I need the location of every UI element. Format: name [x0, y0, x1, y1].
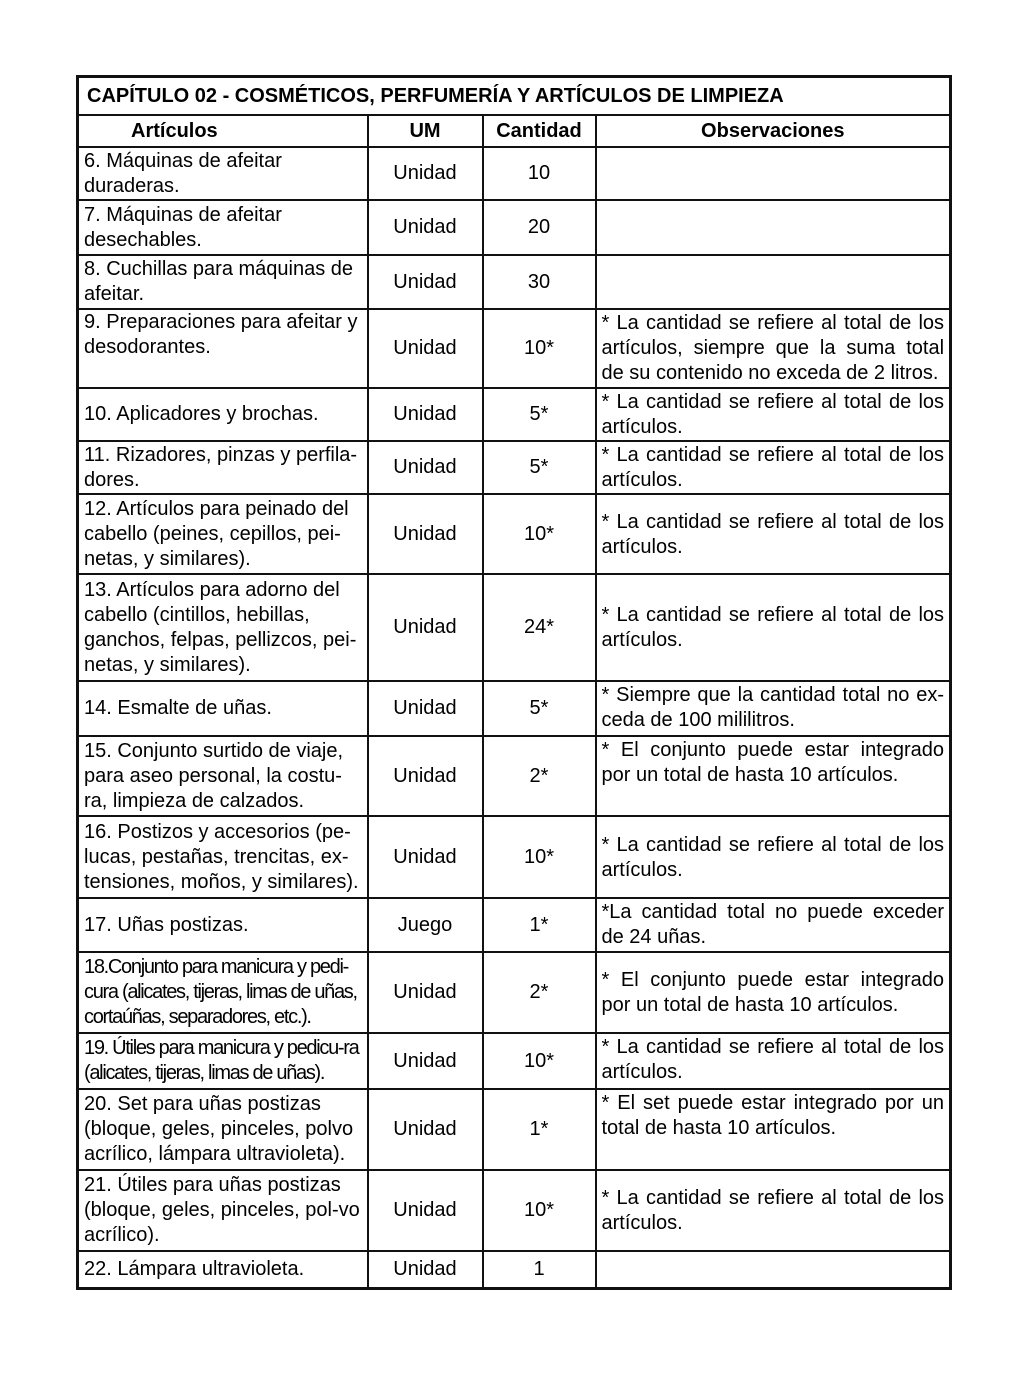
cell-observaciones: *La cantidad total no puede exceder de 24 uñas.	[596, 898, 951, 952]
chapter-title: CAPÍTULO 02 - COSMÉTICOS, PERFUMERÍA Y ARTÍCULOS DE LIMPIEZA	[78, 77, 951, 116]
table-row	[78, 147, 951, 200]
table-row	[78, 388, 951, 441]
cell-observaciones: * La cantidad se refiere al total de los artículos.	[596, 441, 951, 494]
cell-um: Unidad	[368, 952, 483, 1033]
cell-observaciones	[596, 255, 951, 309]
cell-articulo: 20. Set para uñas postizas (bloque, geles, pinceles, polvo acrílico, lámpara ultravioleta).	[78, 1089, 368, 1170]
table-row	[78, 898, 951, 952]
cell-um: Unidad	[368, 388, 483, 441]
cell-um: Unidad	[368, 1170, 483, 1251]
cell-um: Unidad	[368, 200, 483, 255]
cell-cantidad: 1*	[483, 898, 596, 952]
table-row	[78, 494, 951, 574]
cell-articulo: 7. Máquinas de afeitar desechables.	[78, 200, 368, 255]
cell-um: Unidad	[368, 147, 483, 200]
cell-um: Unidad	[368, 681, 483, 736]
chapter-table	[76, 75, 952, 1290]
cell-cantidad: 10*	[483, 309, 596, 388]
cell-cantidad: 10*	[483, 1170, 596, 1251]
cell-um: Unidad	[368, 1033, 483, 1089]
table-header-row	[78, 115, 951, 147]
cell-articulo: 13. Artículos para adorno del cabello (cintillos, hebillas, ganchos, felpas, pellizcos, pei-netas, y similares).	[78, 574, 368, 681]
cell-cantidad: 1	[483, 1251, 596, 1288]
cell-um: Unidad	[368, 736, 483, 816]
cell-articulo: 18.Conjunto para manicura y pedi-cura (alicates, tijeras, limas de uñas, cortaúñas, separadores, etc.).	[78, 952, 368, 1033]
cell-articulo: 14. Esmalte de uñas.	[78, 681, 368, 736]
cell-cantidad: 24*	[483, 574, 596, 681]
cell-cantidad: 10	[483, 147, 596, 200]
chapter-title-row	[78, 77, 951, 116]
cell-um: Unidad	[368, 255, 483, 309]
cell-observaciones: * El conjunto puede estar integrado por un total de hasta 10 artículos.	[596, 952, 951, 1033]
cell-articulo: 16. Postizos y accesorios (pe-lucas, pestañas, trencitas, ex-tensiones, moños, y similares).	[78, 816, 368, 898]
header-cantidad: Cantidad	[483, 115, 596, 147]
cell-um: Unidad	[368, 1089, 483, 1170]
cell-articulo: 10. Aplicadores y brochas.	[78, 388, 368, 441]
cell-um: Unidad	[368, 1251, 483, 1288]
cell-articulo: 21. Útiles para uñas postizas (bloque, geles, pinceles, pol-vo acrílico).	[78, 1170, 368, 1251]
cell-observaciones: * La cantidad se refiere al total de los artículos.	[596, 388, 951, 441]
cell-cantidad: 10*	[483, 1033, 596, 1089]
cell-articulo: 22. Lámpara ultravioleta.	[78, 1251, 368, 1288]
table-row	[78, 1170, 951, 1251]
table-row	[78, 736, 951, 816]
cell-cantidad: 5*	[483, 388, 596, 441]
table-row	[78, 441, 951, 494]
cell-cantidad: 20	[483, 200, 596, 255]
cell-observaciones: * El set puede estar integrado por un total de hasta 10 artículos.	[596, 1089, 951, 1170]
cell-articulo: 9. Preparaciones para afeitar y desodorantes.	[78, 309, 368, 388]
cell-articulo: 12. Artículos para peinado del cabello (peines, cepillos, pei-netas, y similares).	[78, 494, 368, 574]
cell-observaciones: * La cantidad se refiere al total de los artículos.	[596, 816, 951, 898]
cell-cantidad: 10*	[483, 816, 596, 898]
cell-cantidad: 2*	[483, 736, 596, 816]
cell-articulo: 6. Máquinas de afeitar duraderas.	[78, 147, 368, 200]
cell-cantidad: 1*	[483, 1089, 596, 1170]
cell-observaciones	[596, 1251, 951, 1288]
table-row	[78, 1033, 951, 1089]
table-row	[78, 952, 951, 1033]
cell-observaciones: * La cantidad se refiere al total de los artículos.	[596, 574, 951, 681]
table-row	[78, 574, 951, 681]
cell-articulo: 15. Conjunto surtido de viaje, para aseo personal, la costu-ra, limpieza de calzados.	[78, 736, 368, 816]
cell-um: Unidad	[368, 441, 483, 494]
cell-articulo: 19. Útiles para manicura y pedicu-ra (alicates, tijeras, limas de uñas).	[78, 1033, 368, 1089]
cell-observaciones: * El conjunto puede estar integrado por un total de hasta 10 artículos.	[596, 736, 951, 816]
cell-um: Unidad	[368, 309, 483, 388]
cell-articulo: 8. Cuchillas para máquinas de afeitar.	[78, 255, 368, 309]
table-row	[78, 1251, 951, 1288]
header-um: UM	[368, 115, 483, 147]
table-row	[78, 200, 951, 255]
cell-observaciones: * La cantidad se refiere al total de los artículos.	[596, 1033, 951, 1089]
cell-cantidad: 5*	[483, 681, 596, 736]
cell-articulo: 11. Rizadores, pinzas y perfila-dores.	[78, 441, 368, 494]
cell-observaciones: * La cantidad se refiere al total de los artículos, siempre que la suma total de su contenido no exceda de 2 litros.	[596, 309, 951, 388]
table-row	[78, 255, 951, 309]
table-row	[78, 1089, 951, 1170]
table-row	[78, 816, 951, 898]
header-observaciones: Observaciones	[596, 115, 951, 147]
cell-um: Unidad	[368, 816, 483, 898]
cell-cantidad: 10*	[483, 494, 596, 574]
cell-observaciones	[596, 147, 951, 200]
table-row	[78, 309, 951, 388]
cell-um: Unidad	[368, 574, 483, 681]
cell-observaciones: * La cantidad se refiere al total de los artículos.	[596, 494, 951, 574]
cell-articulo: 17. Uñas postizas.	[78, 898, 368, 952]
cell-observaciones	[596, 200, 951, 255]
cell-observaciones: * La cantidad se refiere al total de los artículos.	[596, 1170, 951, 1251]
table-row	[78, 681, 951, 736]
cell-um: Juego	[368, 898, 483, 952]
cell-cantidad: 5*	[483, 441, 596, 494]
cell-um: Unidad	[368, 494, 483, 574]
header-articulos: Artículos	[78, 115, 368, 147]
cell-cantidad: 2*	[483, 952, 596, 1033]
cell-cantidad: 30	[483, 255, 596, 309]
cell-observaciones: * Siempre que la cantidad total no ex-ceda de 100 mililitros.	[596, 681, 951, 736]
